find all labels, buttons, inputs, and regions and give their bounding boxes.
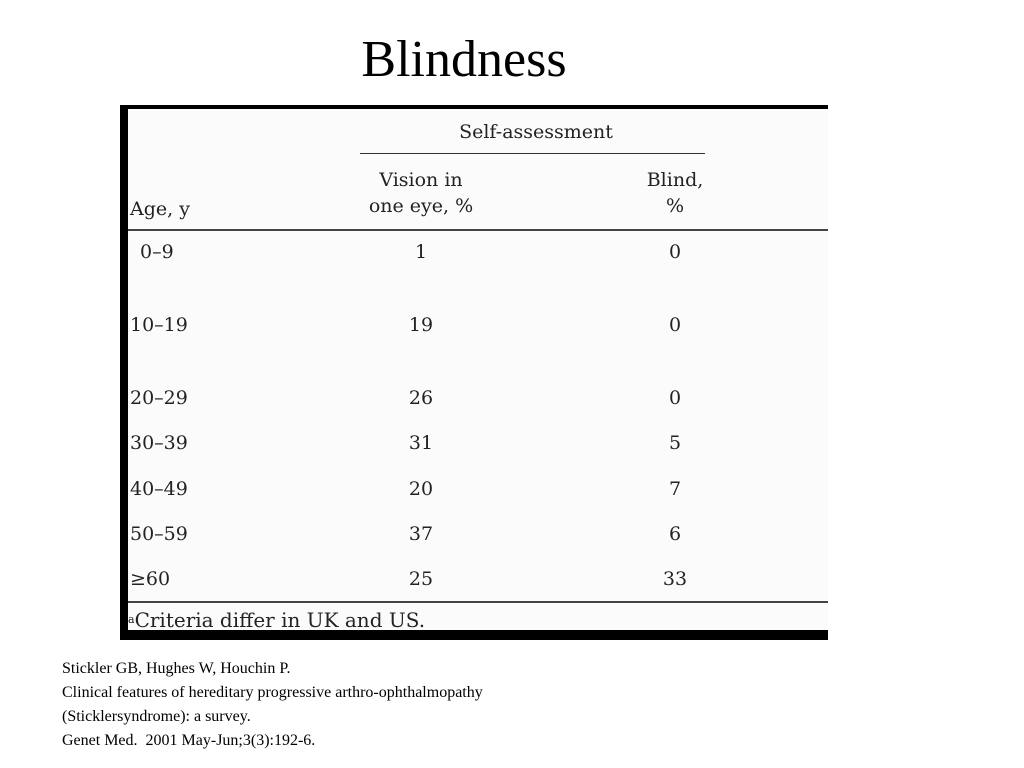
cell-age: 40–49 (130, 478, 188, 500)
cell-blind: 6 (668, 523, 682, 545)
cell-age: 0–9 (140, 241, 174, 263)
cell-blind: 0 (668, 314, 682, 336)
cell-blind: 0 (668, 241, 682, 263)
table-row (128, 237, 828, 267)
citation-line: (Sticklersyndrome): a survey. (62, 708, 251, 725)
footnote-marker: a (128, 613, 135, 626)
cell-age: 30–39 (130, 432, 188, 454)
table-row (128, 564, 828, 594)
table-row (128, 428, 828, 458)
citation-line: Stickler GB, Hughes W, Houchin P. (62, 660, 291, 677)
table-row (128, 474, 828, 504)
cell-vision: 31 (408, 432, 434, 454)
footnote-text: Criteria differ in UK and US. (134, 608, 426, 630)
cell-blind: 7 (668, 478, 682, 500)
table-image (120, 105, 828, 640)
cell-age: 50–59 (130, 523, 188, 545)
table-row (128, 310, 828, 340)
column-header-blind: Blind, % (646, 169, 704, 217)
table-row (128, 383, 828, 413)
cell-vision: 1 (414, 241, 428, 263)
cell-blind: 0 (668, 387, 682, 409)
group-header: Self-assessment (459, 121, 613, 143)
column-header-age: Age, y (130, 198, 190, 220)
cell-age: 10–19 (130, 314, 188, 336)
cell-vision: 25 (408, 568, 434, 590)
cell-vision: 26 (408, 387, 434, 409)
citation-line: Genet Med. 2001 May-Jun;3(3):192-6. (62, 732, 316, 749)
table-row (128, 519, 828, 549)
group-header-rule (360, 153, 705, 154)
footer-rule (128, 601, 828, 603)
citation-line: Clinical features of hereditary progressive arthro-ophthalmopathy (62, 684, 483, 701)
slide-title: Blindness (361, 31, 567, 88)
cell-age: 20–29 (130, 387, 188, 409)
cell-blind: 5 (668, 432, 682, 454)
table-footnote (128, 607, 425, 630)
cell-blind: 33 (662, 568, 688, 590)
cell-vision: 20 (408, 478, 434, 500)
data-table (128, 109, 828, 630)
cell-vision: 19 (408, 314, 434, 336)
citation (62, 657, 483, 753)
header-rule (128, 229, 828, 231)
cell-age: ≥60 (130, 568, 171, 590)
column-header-vision: Vision in one eye, % (368, 169, 474, 217)
cell-vision: 37 (408, 523, 434, 545)
